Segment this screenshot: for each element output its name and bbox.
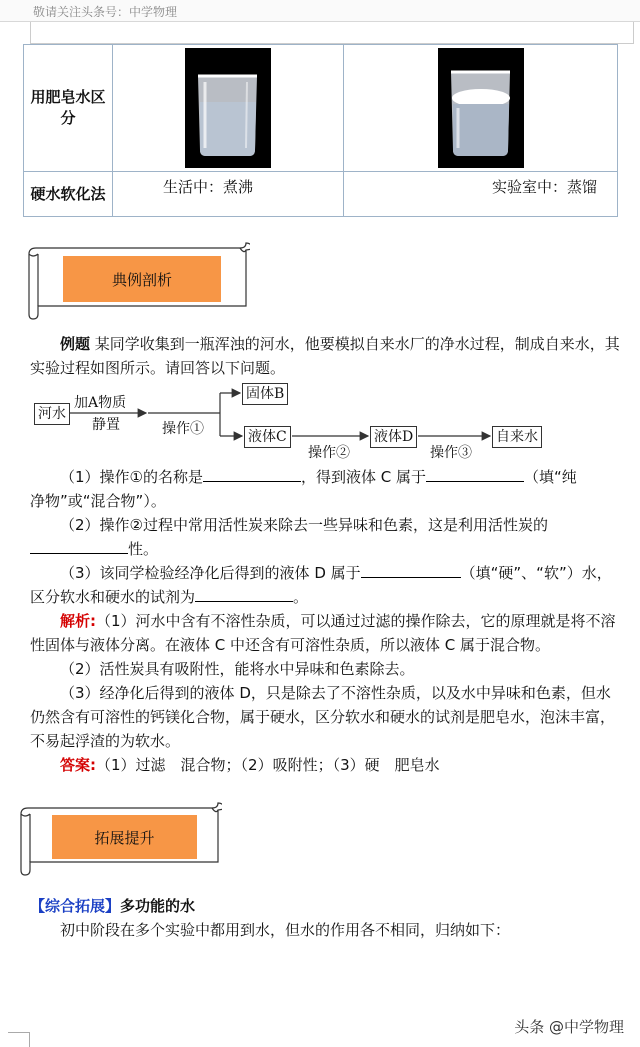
box-solid-b: 固体B (242, 383, 288, 405)
purification-flow-diagram (30, 382, 590, 462)
softening-daily: 生活中：煮沸 (113, 172, 344, 217)
question-1: （1）操作①的名称是 ，得到液体 C 属于 （填“纯 (60, 468, 577, 486)
answer-blank (195, 586, 293, 602)
banner-label: 拓展提升 (52, 815, 197, 859)
watermark: 头条 @中学物理 (514, 1018, 624, 1036)
extension-text: 初中阶段在多个实验中都用到水，但水的作用各不相同，归纳如下： (60, 921, 511, 939)
example-text: 某同学收集到一瓶浑浊的河水，他要模拟自来水厂的净水过程，制成自来水，其实验过程如图所示。请回答以下问题。 (30, 335, 620, 377)
extension-title: 【综合拓展】多功能的水 (30, 897, 196, 915)
answer-blank (203, 466, 301, 482)
soft-water-image-cell (113, 45, 344, 172)
extension-block (30, 918, 620, 942)
label-op2: 操作② (308, 445, 350, 461)
label-op1: 操作① (162, 421, 204, 437)
question-3-cont: 区分软水和硬水的试剂为 。 (30, 588, 309, 606)
top-bar-text: 敬请关注头条号：中学物理 (33, 5, 178, 19)
box-liquid-d: 液体D (370, 426, 417, 448)
table-row (24, 172, 618, 217)
hard-water-image-cell (344, 45, 618, 172)
answer-blank (30, 538, 128, 554)
table-row (24, 45, 618, 172)
analysis-3: （3）经净化后得到的液体 D，只是除去了不溶性杂质，以及水中异味和色素，但水仍然含有可溶性的钙镁化合物，属于硬水，区分软水和硬水的试剂是肥皂水，泡沫丰富，不易起浮渣的为软水。 (30, 684, 616, 750)
analysis-2: （2）活性炭具有吸附性，能将水中异味和色素除去。 (60, 660, 415, 678)
question-2: （2）操作②过程中常用活性炭来除去一些异味和色素，这是利用活性炭的 (60, 516, 548, 534)
banner-extension (20, 800, 222, 878)
water-properties-table (23, 44, 618, 217)
row-label-softening: 硬水软化法 (24, 172, 113, 217)
banner-label: 典例剖析 (63, 256, 221, 302)
box-tap-water: 自来水 (492, 426, 542, 448)
hard-water-beaker-image (438, 48, 524, 168)
top-bar (0, 0, 640, 22)
answer-label: 答案: (60, 756, 96, 774)
question-3: （3）该同学检验经净化后得到的液体 D 属于 （填“硬”、“软”）水， (60, 564, 612, 582)
row-label-soap: 用肥皂水区分 (24, 45, 113, 172)
answer-blank (361, 562, 461, 578)
label-settle: 静置 (92, 417, 120, 433)
page-corner-mark (8, 1032, 30, 1047)
label-op3: 操作③ (430, 445, 472, 461)
questions-block (30, 465, 620, 777)
answer-line: 答案:（1）过滤 混合物；（2）吸附性；（3）硬 肥皂水 (60, 756, 440, 774)
example-block (30, 332, 620, 380)
banner-example-analysis (28, 240, 250, 322)
label-add-a: 加A物质 (74, 395, 127, 411)
analysis-label: 解析: (60, 612, 96, 630)
box-river-water: 河水 (34, 403, 70, 425)
question-2-cont: 性。 (30, 537, 620, 561)
soft-water-beaker-image (185, 48, 271, 168)
answer-blank (426, 466, 524, 482)
extension-tag: 【综合拓展】 (30, 897, 121, 915)
example-title: 例题 (60, 335, 91, 353)
analysis-1: 解析:（1）河水中含有不溶性杂质，可以通过过滤的操作除去，它的原理就是将不溶性固体与液体分离。在液体 C 中还含有可溶性杂质，所以液体 C 属于混合物。 (30, 612, 616, 654)
header-line (30, 22, 634, 44)
softening-lab: 实验室中：蒸馏 (344, 172, 618, 217)
question-1-cont: 净物”或“混合物”）。 (30, 492, 166, 510)
box-liquid-c: 液体C (244, 426, 291, 448)
